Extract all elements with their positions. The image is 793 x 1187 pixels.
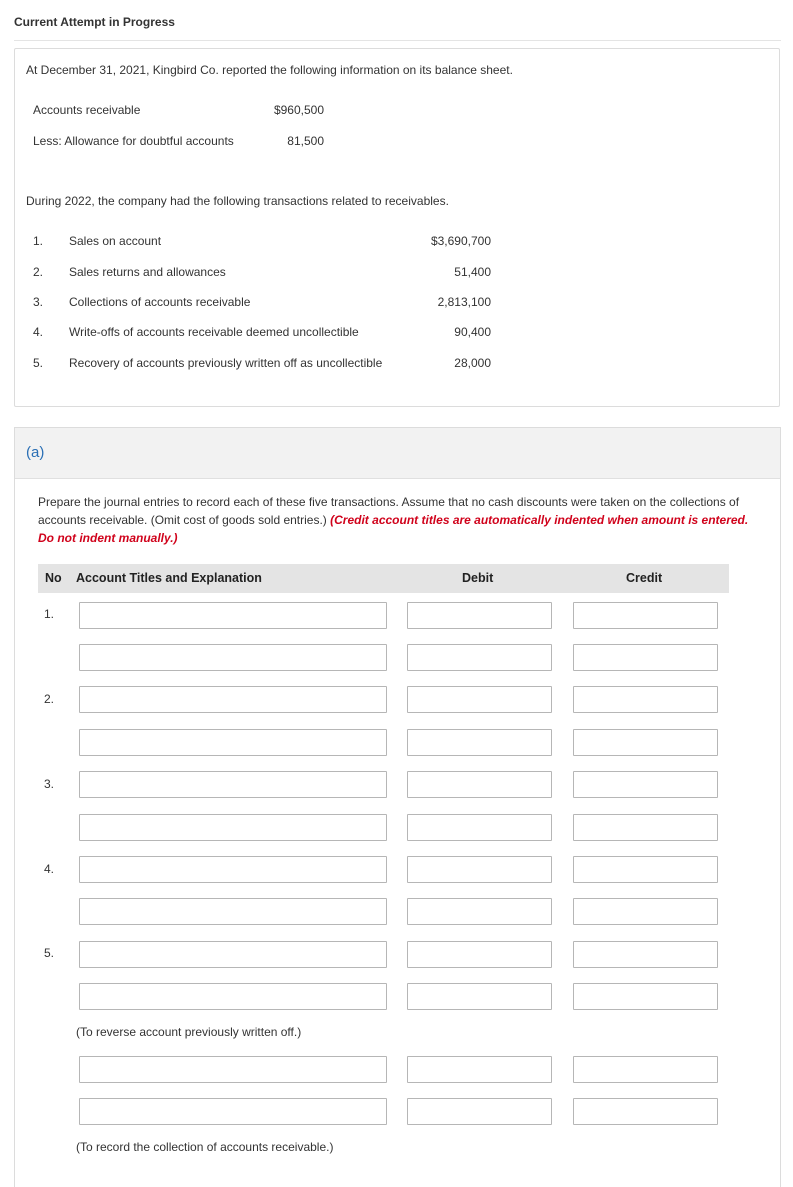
explanation-note-reverse: (To reverse account previously written off.) [76,1025,302,1039]
debit-input[interactable] [407,644,552,671]
transaction-label: Write-offs of accounts receivable deemed uncollectible [69,325,359,339]
transaction-number: 1. [33,234,44,248]
transaction-amount: $3,690,700 [430,234,491,248]
entry-number: 3. [44,777,55,791]
balance-label: Less: Allowance for doubtful accounts [33,134,234,148]
transaction-label: Collections of accounts receivable [69,295,251,309]
debit-input[interactable] [407,602,552,629]
debit-input[interactable] [407,1056,552,1083]
title-divider [14,40,781,41]
page-title: Current Attempt in Progress [14,15,175,29]
entry-number: 1. [44,607,55,621]
account-title-input[interactable] [79,941,387,968]
credit-input[interactable] [573,644,718,671]
transaction-number: 3. [33,295,44,309]
account-title-input[interactable] [79,771,387,798]
balance-amount: $960,500 [273,103,324,117]
column-header-credit: Credit [626,571,663,585]
instructions [38,493,758,547]
instructions-warning: (Credit account titles are automatically indented when amount is entered. Do not indent manually.) [38,513,749,545]
debit-input[interactable] [407,814,552,841]
column-header-no: No [45,571,62,585]
debit-input[interactable] [407,941,552,968]
credit-input[interactable] [573,814,718,841]
debit-input[interactable] [407,983,552,1010]
explanation-note-collection: (To record the collection of accounts receivable.) [76,1140,334,1154]
account-title-input[interactable] [79,814,387,841]
transaction-amount: 28,000 [454,356,491,370]
account-title-input[interactable] [79,602,387,629]
credit-input[interactable] [573,983,718,1010]
debit-input[interactable] [407,898,552,925]
part-a-label: (a) [26,444,45,461]
instructions-text: Prepare the journal entries to record each of these five transactions. Assume that no cash discounts were taken on the collections of accounts receivable. (Omit cost of goods sold entries.) [38,495,740,527]
credit-input[interactable] [573,1056,718,1083]
account-title-input[interactable] [79,856,387,883]
transaction-label: Sales on account [69,234,162,248]
column-header-debit: Debit [462,571,494,585]
part-a-header [15,428,780,479]
account-title-input[interactable] [79,729,387,756]
account-title-input[interactable] [79,898,387,925]
transaction-amount: 90,400 [454,325,491,339]
transaction-label: Sales returns and allowances [69,265,226,279]
debit-input[interactable] [407,1098,552,1125]
credit-input[interactable] [573,602,718,629]
transaction-number: 2. [33,265,44,279]
problem-intro: At December 31, 2021, Kingbird Co. reported the following information on its balance sheet. [26,63,513,77]
credit-input[interactable] [573,771,718,798]
credit-input[interactable] [573,941,718,968]
transaction-amount: 51,400 [454,265,491,279]
transactions-intro: During 2022, the company had the following transactions related to receivables. [26,194,449,208]
credit-input[interactable] [573,686,718,713]
credit-input[interactable] [573,898,718,925]
entry-number: 2. [44,692,55,706]
debit-input[interactable] [407,729,552,756]
balance-amount: 81,500 [287,134,324,148]
problem-card [14,48,780,407]
column-header-account: Account Titles and Explanation [76,571,262,585]
account-title-input[interactable] [79,1098,387,1125]
debit-input[interactable] [407,686,552,713]
transaction-number: 4. [33,325,44,339]
transaction-number: 5. [33,356,44,370]
credit-input[interactable] [573,729,718,756]
transaction-amount: 2,813,100 [437,295,491,309]
entry-number: 5. [44,946,55,960]
account-title-input[interactable] [79,1056,387,1083]
credit-input[interactable] [573,856,718,883]
debit-input[interactable] [407,771,552,798]
account-title-input[interactable] [79,983,387,1010]
debit-input[interactable] [407,856,552,883]
balance-label: Accounts receivable [33,103,141,117]
transaction-label: Recovery of accounts previously written off as uncollectible [69,356,383,370]
entry-number: 4. [44,862,55,876]
credit-input[interactable] [573,1098,718,1125]
account-title-input[interactable] [79,686,387,713]
account-title-input[interactable] [79,644,387,671]
